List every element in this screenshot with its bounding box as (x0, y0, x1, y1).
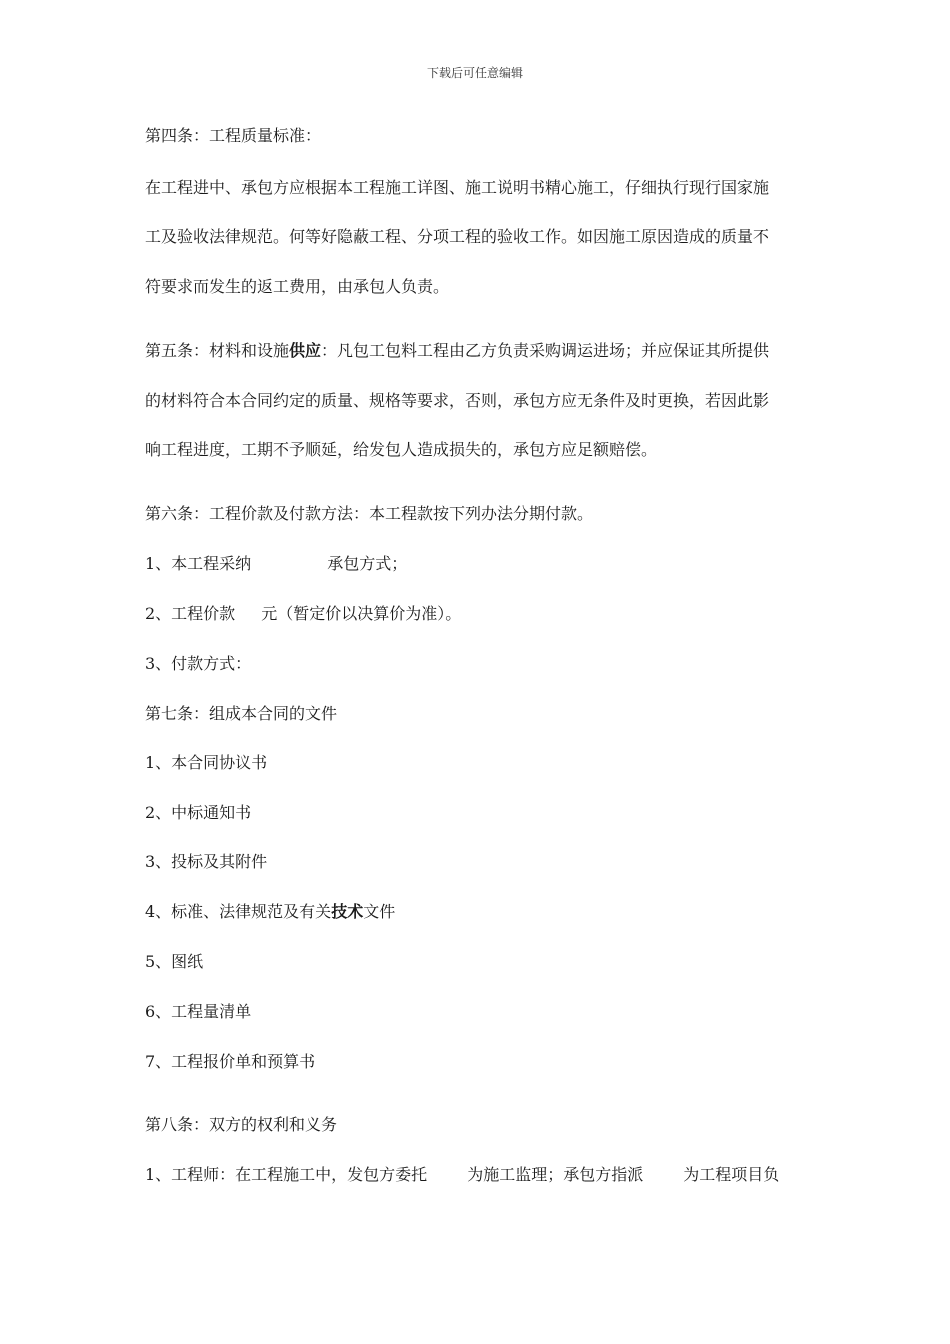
article-6-item-1 (145, 554, 407, 574)
article-6-title: 第六条：工程价款及付款方法：本工程款按下列办法分期付款。 (145, 504, 594, 523)
article-7-item-3: 3、投标及其附件 (145, 852, 268, 871)
article-8-item-1-b: 为施工监理；承包方指派 (467, 1165, 644, 1184)
article-8-title: 第八条：双方的权利和义务 (145, 1115, 338, 1134)
article-6-item-2-label: 2、工程价款 (145, 604, 236, 623)
article-7-title: 第七条：组成本合同的文件 (145, 704, 338, 723)
article-8-item-1 (145, 1165, 779, 1185)
article-7-item-5: 5、图纸 (145, 952, 204, 971)
article-7-item-4-end: 文件 (363, 902, 396, 921)
article-4-title: 第四条：工程质量标准： (145, 126, 322, 145)
article-7-item-4-bold: 技术 (331, 902, 364, 921)
article-7-item-7: 7、工程报价单和预算书 (145, 1052, 316, 1071)
article-6-item-2-value: 元（暂定价以决算价为准）。 (261, 604, 462, 623)
article-5-line-1 (145, 341, 769, 361)
article-4-line-2: 工及验收法律规范。何等好隐蔽工程、分项工程的验收工作。如因施工原因造成的质量不 (145, 227, 770, 246)
article-5-text: ：凡包工包料工程由乙方负责采购调运进场；并应保证其所提供 (321, 341, 770, 360)
article-4-line-1: 在工程进中、承包方应根据本工程施工详图、施工说明书精心施工，仔细执行现行国家施 (145, 178, 770, 197)
article-6-item-2 (145, 604, 461, 624)
article-8-item-1-a: 1、工程师：在工程施工中，发包方委托 (145, 1165, 428, 1184)
article-6-item-3: 3、付款方式： (145, 654, 252, 673)
article-7-item-2: 2、中标通知书 (145, 803, 252, 822)
article-5-line-3: 响工程进度，工期不予顺延，给发包人造成损失的，承包方应足额赔偿。 (145, 440, 658, 459)
article-5-title: 第五条：材料和设施 (145, 341, 290, 360)
article-4-line-3: 符要求而发生的返工费用，由承包人负责。 (145, 277, 450, 296)
article-7-item-4 (145, 902, 395, 922)
article-7-item-6: 6、工程量清单 (145, 1002, 252, 1021)
page-header: 下载后可任意编辑 (426, 66, 523, 80)
article-7-item-1: 1、本合同协议书 (145, 753, 268, 772)
article-6-item-1-label: 1、本工程采纳 (145, 554, 252, 573)
article-5-bold-term: 供应 (289, 341, 322, 360)
article-6-item-1-value: 承包方式； (327, 554, 408, 573)
article-7-item-4-text: 4、标准、法律规范及有关 (145, 902, 332, 921)
article-8-item-1-c: 为工程项目负 (683, 1165, 780, 1184)
article-5-line-2: 的材料符合本合同约定的质量、规格等要求，否则，承包方应无条件及时更换，若因此影 (145, 391, 770, 410)
